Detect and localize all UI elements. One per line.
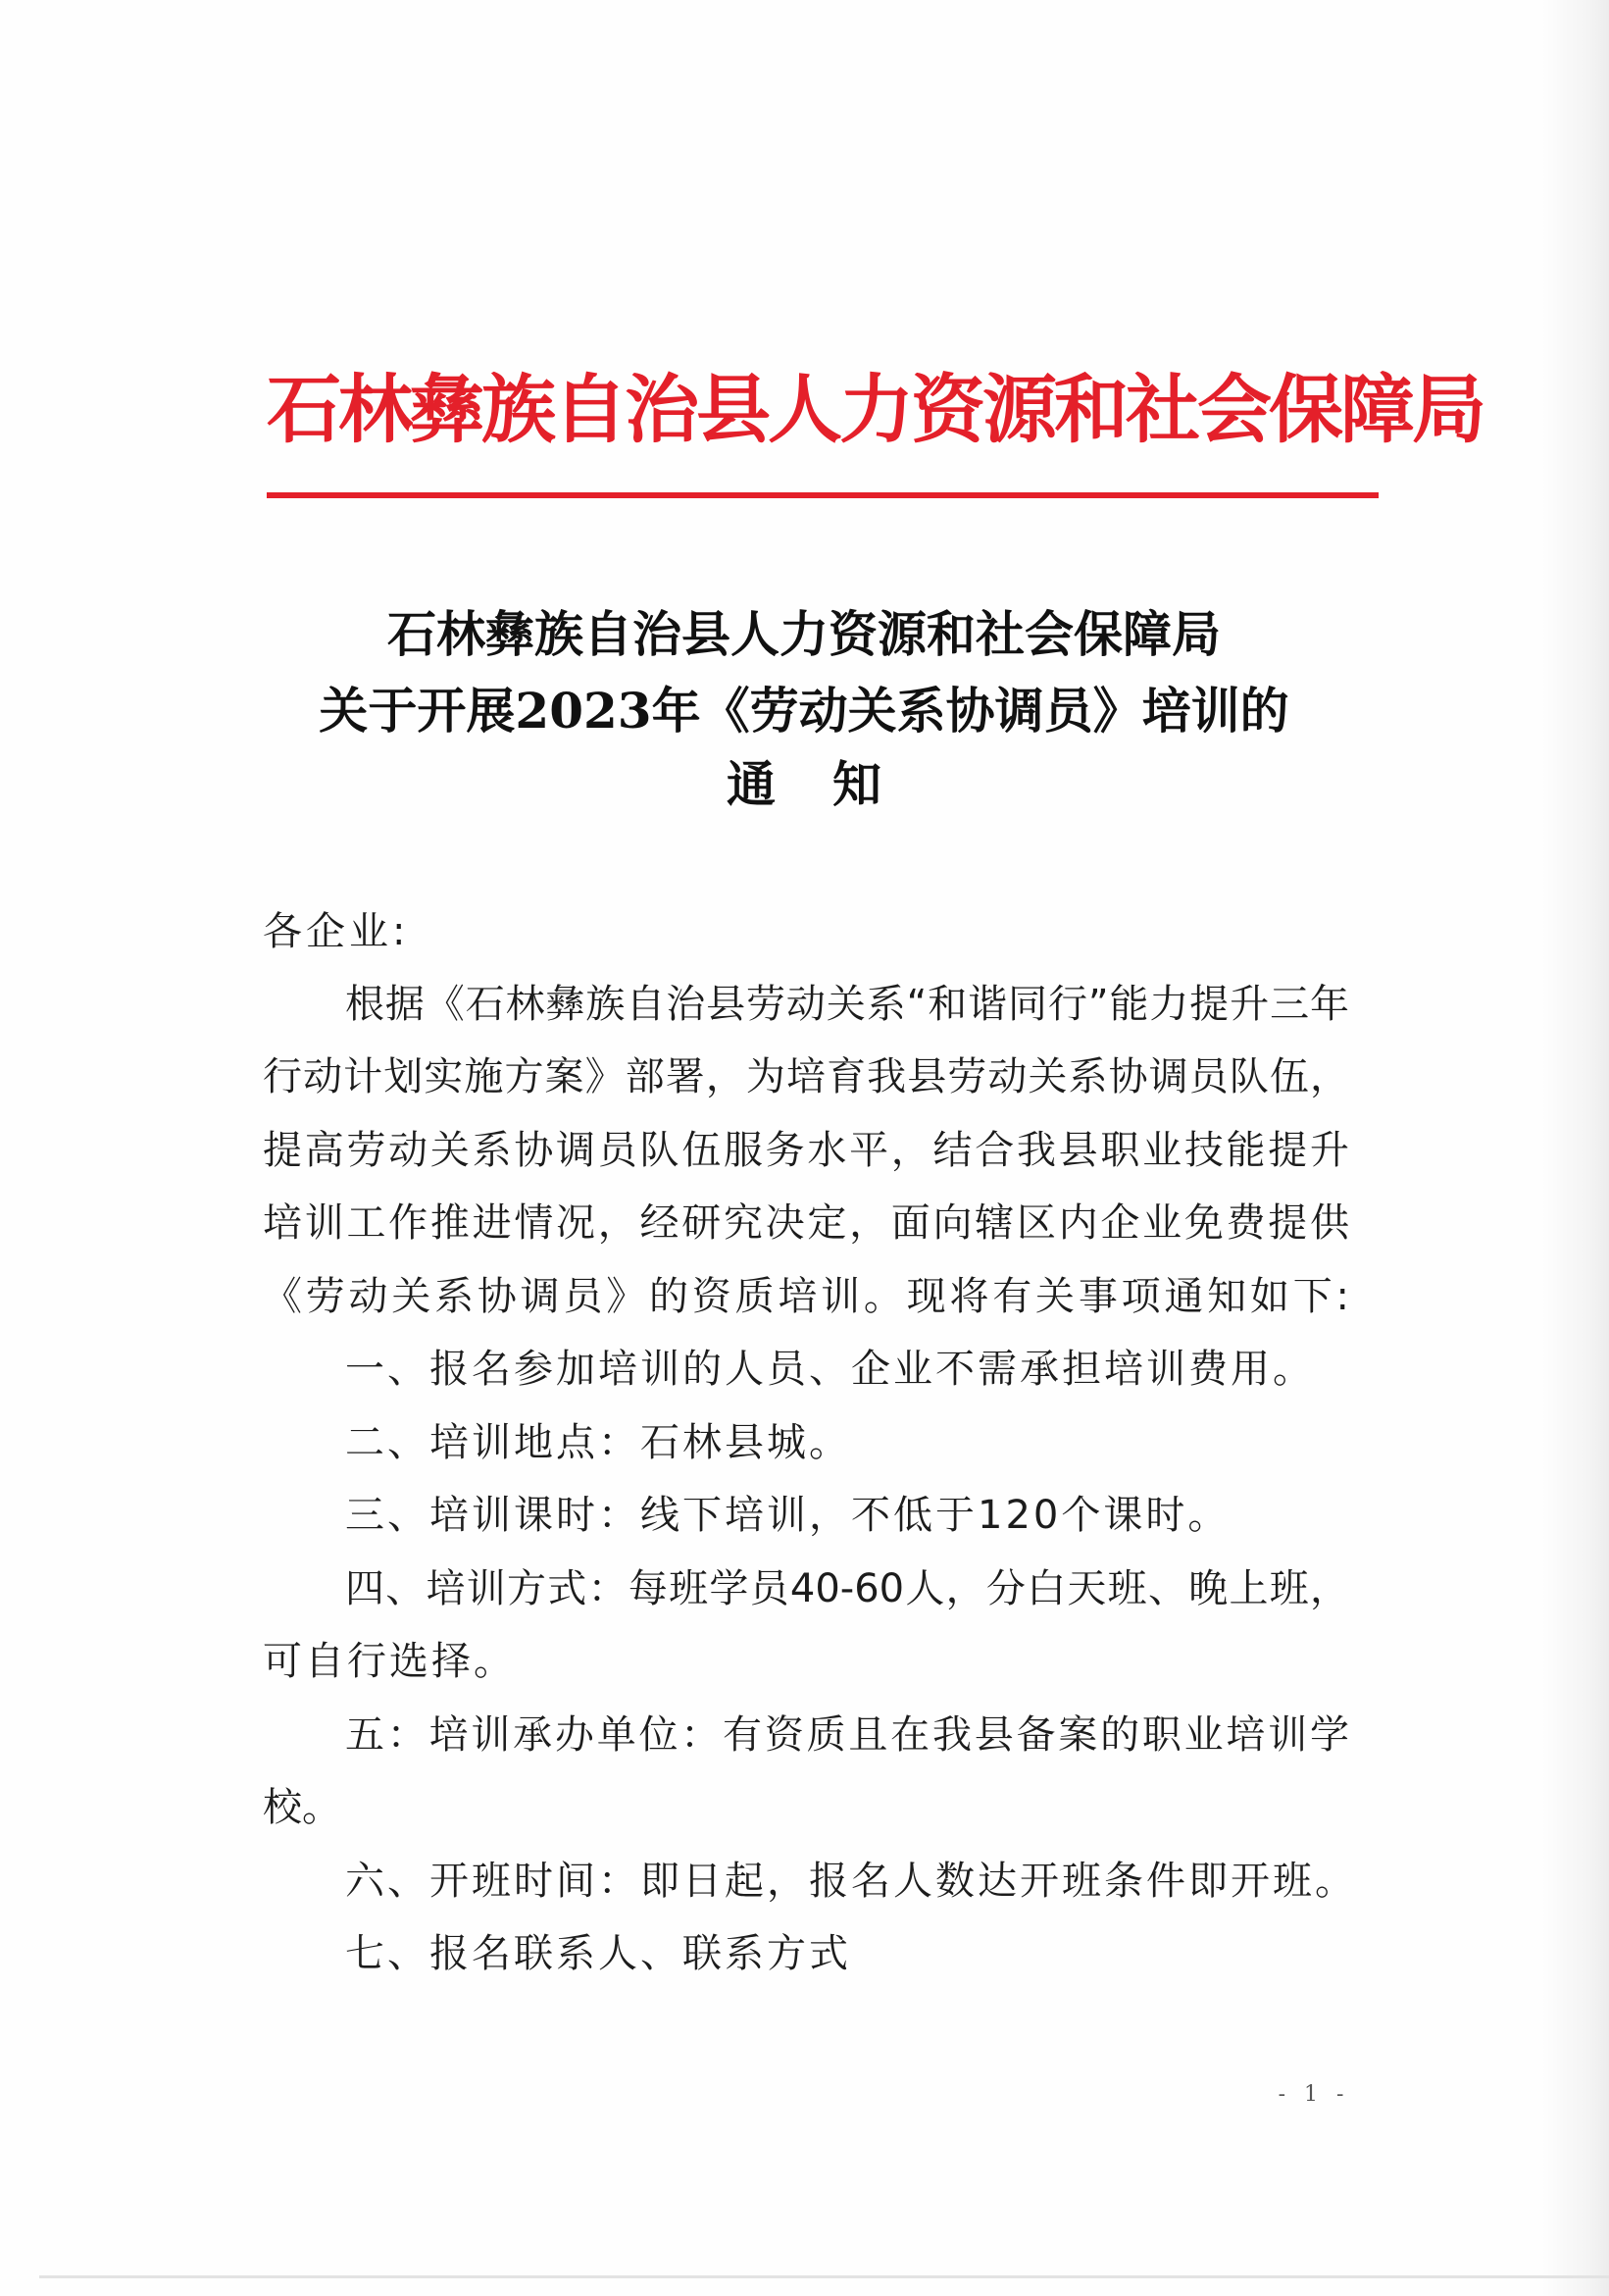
item-training-hours: 三、培训课时：线下培训，不低于120个课时。 bbox=[345, 1493, 1231, 1538]
scan-shadow-right bbox=[1540, 0, 1609, 2296]
scan-edge-bottom bbox=[39, 2275, 1609, 2278]
intro-paragraph-line: 根据《石林彝族自治县劳动关系“和谐同行”能力提升三年 bbox=[345, 982, 1349, 1027]
item-registration-fee: 一、报名参加培训的人员、企业不需承担培训费用。 bbox=[345, 1347, 1315, 1392]
item-training-method-continued: 可自行选择。 bbox=[263, 1639, 516, 1684]
intro-paragraph-line: 培训工作推进情况，经研究决定，面向辖区内企业免费提供 bbox=[263, 1200, 1349, 1246]
issuer-red-header: 石林彝族自治县人力资源和社会保障局 bbox=[267, 366, 1483, 453]
item-training-method: 四、培训方式：每班学员40-60人，分白天班、晚上班， bbox=[345, 1566, 1349, 1611]
intro-paragraph-line: 行动计划实施方案》部署，为培育我县劳动关系协调员队伍， bbox=[263, 1054, 1349, 1099]
notice-title-line-3: 通知 bbox=[727, 755, 938, 813]
item-training-location: 二、培训地点：石林县城。 bbox=[345, 1420, 851, 1465]
item-training-organizer: 五：培训承办单位：有资质且在我县备案的职业培训学 bbox=[345, 1712, 1349, 1758]
item-class-start-time: 六、开班时间：即日起，报名人数达开班条件即开班。 bbox=[345, 1859, 1357, 1904]
red-divider-line bbox=[267, 492, 1379, 498]
notice-title-line-1: 石林彝族自治县人力资源和社会保障局 bbox=[387, 605, 1221, 663]
page-number: - 1 - bbox=[1278, 2082, 1350, 2107]
intro-paragraph-line: 提高劳动关系协调员队伍服务水平，结合我县职业技能提升 bbox=[263, 1128, 1349, 1173]
item-training-organizer-continued: 校。 bbox=[263, 1785, 341, 1830]
intro-paragraph-line: 《劳动关系协调员》的资质培训。现将有关事项通知如下: bbox=[263, 1274, 1349, 1319]
notice-title-line-2: 关于开展2023年《劳动关系协调员》培训的 bbox=[319, 682, 1289, 740]
salutation: 各企业: bbox=[263, 909, 410, 954]
item-contact-info: 七、报名联系人、联系方式 bbox=[345, 1931, 851, 1976]
